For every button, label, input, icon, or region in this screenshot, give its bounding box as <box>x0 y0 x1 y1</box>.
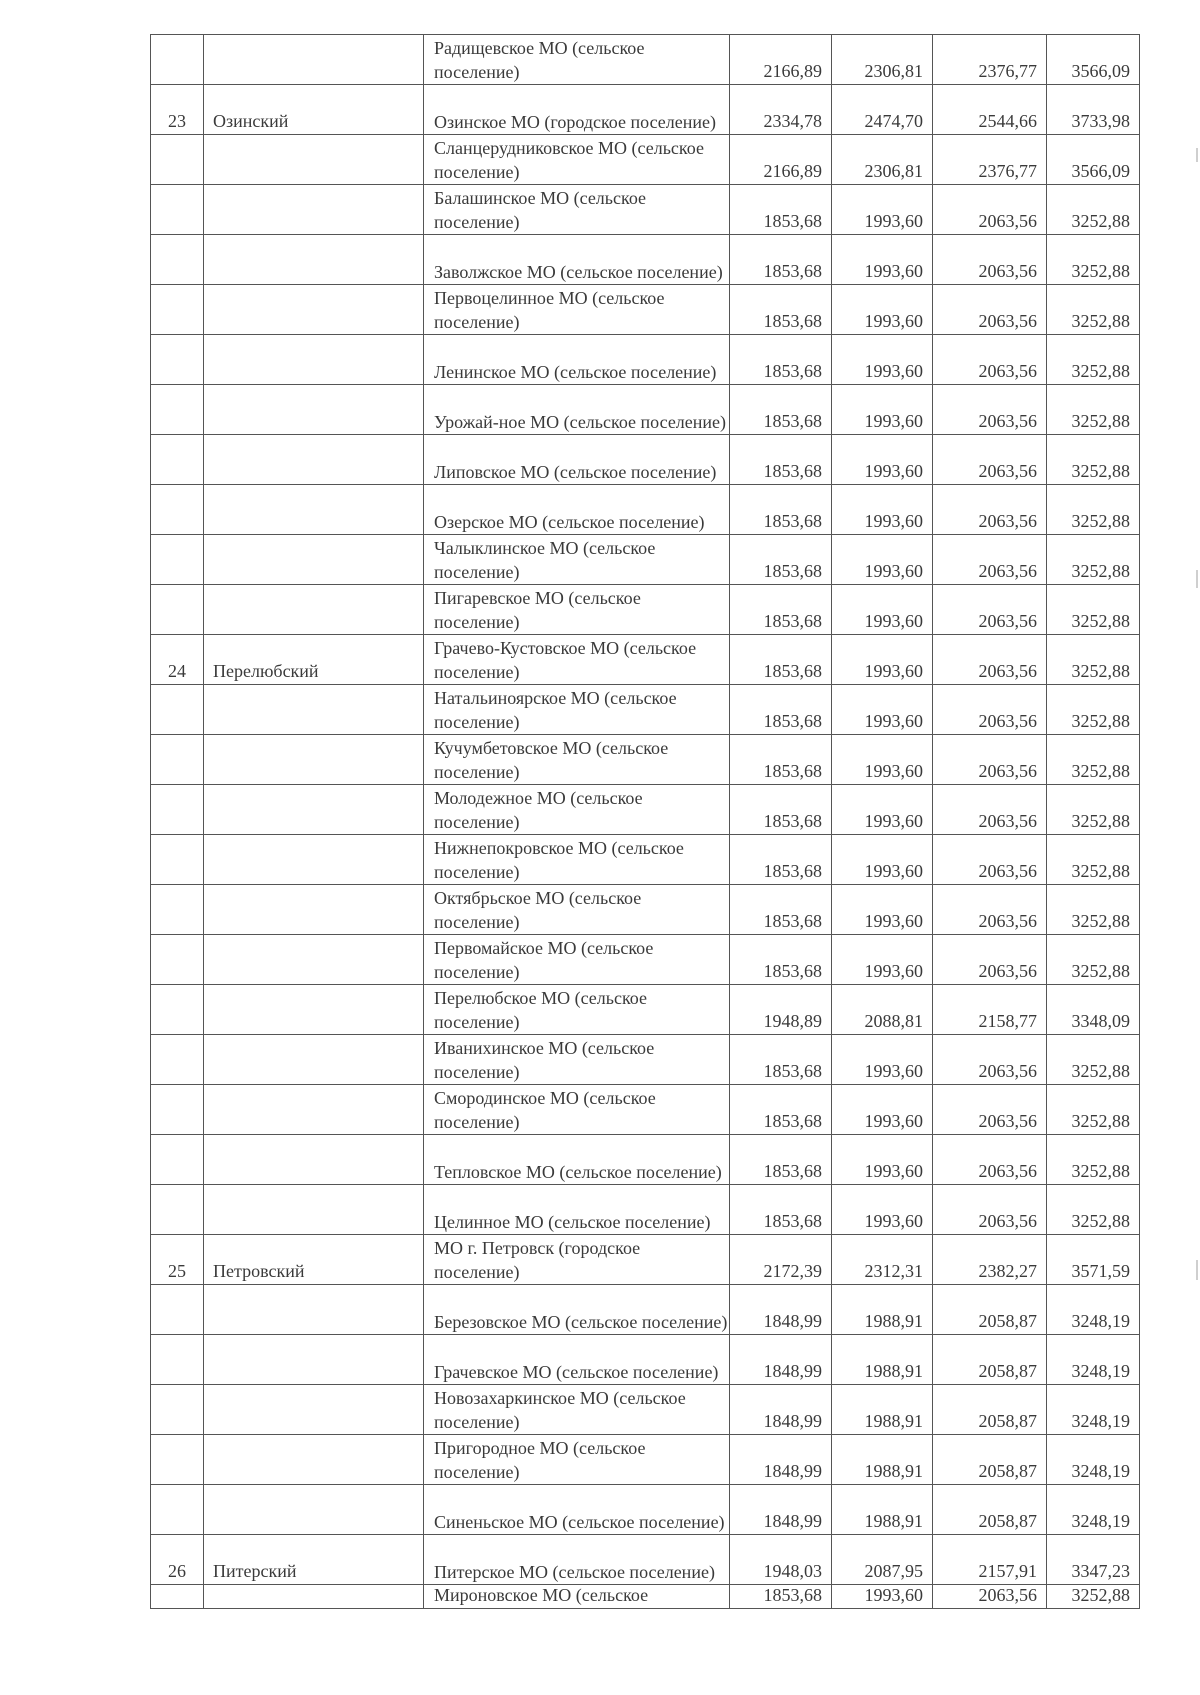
row-number <box>151 135 204 185</box>
tariff-value-2: 1993,60 <box>832 1585 933 1609</box>
tariff-value-1: 1853,68 <box>730 735 832 785</box>
table-row <box>151 35 1140 85</box>
tariff-value-3: 2058,87 <box>933 1485 1047 1535</box>
tariff-value-3: 2063,56 <box>933 1585 1047 1609</box>
tariff-value-1: 1848,99 <box>730 1285 832 1335</box>
district-name <box>204 335 424 385</box>
district-name <box>204 735 424 785</box>
row-number <box>151 535 204 585</box>
tariff-value-1: 1853,68 <box>730 1185 832 1235</box>
municipality-name: Октябрьское МО (сельское поселение) <box>424 885 730 935</box>
tariff-value-2: 2087,95 <box>832 1535 933 1585</box>
municipality-name: Питерское МО (сельское поселение) <box>424 1535 730 1585</box>
municipality-name: Грачевское МО (сельское поселение) <box>424 1335 730 1385</box>
table-body <box>151 35 1140 1609</box>
table-row <box>151 1585 1140 1609</box>
municipality-name: Чалыклинское МО (сельское поселение) <box>424 535 730 585</box>
tariff-value-4: 3252,88 <box>1047 685 1140 735</box>
tariff-value-4: 3252,88 <box>1047 1185 1140 1235</box>
table-row <box>151 685 1140 735</box>
municipality-name: Первоцелинное МО (сельское поселение) <box>424 285 730 335</box>
table-row <box>151 485 1140 535</box>
table-row <box>151 1035 1140 1085</box>
tariff-value-4: 3252,88 <box>1047 885 1140 935</box>
tariff-value-3: 2063,56 <box>933 385 1047 435</box>
table-row <box>151 1385 1140 1435</box>
tariff-value-2: 1993,60 <box>832 235 933 285</box>
district-name <box>204 935 424 985</box>
tariff-value-3: 2063,56 <box>933 935 1047 985</box>
tariff-value-2: 1993,60 <box>832 935 933 985</box>
tariff-table <box>150 34 1140 1609</box>
tariff-value-4: 3566,09 <box>1047 135 1140 185</box>
tariff-value-2: 1988,91 <box>832 1285 933 1335</box>
municipality-name: Балашинское МО (сельское поселение) <box>424 185 730 235</box>
row-number <box>151 35 204 85</box>
tariff-value-1: 2334,78 <box>730 85 832 135</box>
tariff-value-2: 1993,60 <box>832 485 933 535</box>
district-name <box>204 35 424 85</box>
row-number <box>151 385 204 435</box>
tariff-value-4: 3252,88 <box>1047 385 1140 435</box>
district-name <box>204 1335 424 1385</box>
tariff-value-1: 1853,68 <box>730 635 832 685</box>
tariff-value-3: 2063,56 <box>933 785 1047 835</box>
district-name <box>204 235 424 285</box>
district-name <box>204 185 424 235</box>
tariff-value-2: 2312,31 <box>832 1235 933 1285</box>
municipality-name: Тепловское МО (сельское поселение) <box>424 1135 730 1185</box>
table-row <box>151 1435 1140 1485</box>
tariff-value-1: 2172,39 <box>730 1235 832 1285</box>
tariff-value-3: 2063,56 <box>933 535 1047 585</box>
row-number <box>151 235 204 285</box>
municipality-name: Молодежное МО (сельское поселение) <box>424 785 730 835</box>
tariff-value-3: 2376,77 <box>933 35 1047 85</box>
tariff-value-1: 1853,68 <box>730 385 832 435</box>
tariff-value-4: 3252,88 <box>1047 785 1140 835</box>
row-number <box>151 785 204 835</box>
document-page <box>150 34 1139 1609</box>
row-number <box>151 435 204 485</box>
scan-speck <box>1196 1260 1198 1280</box>
tariff-value-4: 3252,88 <box>1047 185 1140 235</box>
tariff-value-2: 1993,60 <box>832 835 933 885</box>
tariff-value-4: 3252,88 <box>1047 635 1140 685</box>
district-name <box>204 785 424 835</box>
tariff-value-1: 2166,89 <box>730 135 832 185</box>
tariff-value-3: 2157,91 <box>933 1535 1047 1585</box>
district-name: Петровский <box>204 1235 424 1285</box>
table-row <box>151 785 1140 835</box>
tariff-value-4: 3252,88 <box>1047 335 1140 385</box>
table-row <box>151 1135 1140 1185</box>
table-row <box>151 235 1140 285</box>
tariff-value-4: 3252,88 <box>1047 1135 1140 1185</box>
district-name <box>204 135 424 185</box>
municipality-name: Нижнепокровское МО (сельское поселение) <box>424 835 730 885</box>
table-row <box>151 1185 1140 1235</box>
scan-speck <box>1196 148 1198 162</box>
municipality-name: Целинное МО (сельское поселение) <box>424 1185 730 1235</box>
district-name <box>204 385 424 435</box>
tariff-value-2: 1988,91 <box>832 1385 933 1435</box>
tariff-value-4: 3252,88 <box>1047 485 1140 535</box>
district-name: Перелюбский <box>204 635 424 685</box>
tariff-value-4: 3252,88 <box>1047 735 1140 785</box>
district-name <box>204 685 424 735</box>
district-name <box>204 485 424 535</box>
tariff-value-1: 1853,68 <box>730 1035 832 1085</box>
table-row <box>151 185 1140 235</box>
tariff-value-1: 1848,99 <box>730 1385 832 1435</box>
tariff-value-2: 1993,60 <box>832 635 933 685</box>
tariff-value-4: 3252,88 <box>1047 935 1140 985</box>
tariff-value-3: 2376,77 <box>933 135 1047 185</box>
district-name <box>204 985 424 1035</box>
tariff-value-2: 1993,60 <box>832 535 933 585</box>
tariff-value-1: 1853,68 <box>730 1585 832 1609</box>
tariff-value-4: 3248,19 <box>1047 1285 1140 1335</box>
municipality-name: Первомайское МО (сельское поселение) <box>424 935 730 985</box>
row-number <box>151 1185 204 1235</box>
district-name <box>204 1385 424 1435</box>
municipality-name: МО г. Петровск (городское поселение) <box>424 1235 730 1285</box>
district-name <box>204 535 424 585</box>
tariff-value-4: 3252,88 <box>1047 285 1140 335</box>
tariff-value-3: 2063,56 <box>933 1135 1047 1185</box>
tariff-value-2: 1993,60 <box>832 1135 933 1185</box>
district-name <box>204 285 424 335</box>
row-number <box>151 1335 204 1385</box>
row-number: 23 <box>151 85 204 135</box>
tariff-value-4: 3252,88 <box>1047 535 1140 585</box>
tariff-value-1: 1853,68 <box>730 185 832 235</box>
tariff-value-4: 3252,88 <box>1047 585 1140 635</box>
tariff-value-2: 2088,81 <box>832 985 933 1035</box>
tariff-value-4: 3248,19 <box>1047 1335 1140 1385</box>
tariff-value-4: 3252,88 <box>1047 435 1140 485</box>
tariff-value-3: 2063,56 <box>933 685 1047 735</box>
table-row <box>151 1085 1140 1135</box>
tariff-value-3: 2058,87 <box>933 1335 1047 1385</box>
tariff-value-2: 2474,70 <box>832 85 933 135</box>
tariff-value-2: 1993,60 <box>832 185 933 235</box>
row-number <box>151 585 204 635</box>
tariff-value-4: 3252,88 <box>1047 835 1140 885</box>
tariff-value-3: 2063,56 <box>933 1035 1047 1085</box>
tariff-value-2: 2306,81 <box>832 35 933 85</box>
row-number <box>151 735 204 785</box>
tariff-value-2: 2306,81 <box>832 135 933 185</box>
tariff-value-4: 3248,19 <box>1047 1385 1140 1435</box>
municipality-name: Озерское МО (сельское поселение) <box>424 485 730 535</box>
row-number <box>151 935 204 985</box>
tariff-value-2: 1993,60 <box>832 885 933 935</box>
tariff-value-1: 1853,68 <box>730 535 832 585</box>
tariff-value-1: 1853,68 <box>730 685 832 735</box>
tariff-value-2: 1993,60 <box>832 685 933 735</box>
tariff-value-3: 2063,56 <box>933 735 1047 785</box>
district-name <box>204 585 424 635</box>
tariff-value-1: 1848,99 <box>730 1485 832 1535</box>
municipality-name: Озинское МО (городское поселение) <box>424 85 730 135</box>
tariff-value-1: 1853,68 <box>730 235 832 285</box>
tariff-value-3: 2063,56 <box>933 485 1047 535</box>
tariff-value-4: 3733,98 <box>1047 85 1140 135</box>
district-name <box>204 1485 424 1535</box>
row-number <box>151 1085 204 1135</box>
tariff-value-3: 2058,87 <box>933 1285 1047 1335</box>
tariff-value-1: 1853,68 <box>730 935 832 985</box>
district-name <box>204 885 424 935</box>
municipality-name: Смородинское МО (сельское поселение) <box>424 1085 730 1135</box>
district-name <box>204 1135 424 1185</box>
row-number <box>151 485 204 535</box>
tariff-value-1: 1948,89 <box>730 985 832 1035</box>
scan-speck <box>1196 570 1198 588</box>
tariff-value-4: 3252,88 <box>1047 1085 1140 1135</box>
municipality-name: Радищевское МО (сельское поселение) <box>424 35 730 85</box>
table-row <box>151 1335 1140 1385</box>
municipality-name: Заволжское МО (сельское поселение) <box>424 235 730 285</box>
tariff-value-2: 1993,60 <box>832 285 933 335</box>
tariff-value-3: 2063,56 <box>933 235 1047 285</box>
tariff-value-4: 3248,19 <box>1047 1435 1140 1485</box>
tariff-value-2: 1993,60 <box>832 1085 933 1135</box>
tariff-value-2: 1988,91 <box>832 1485 933 1535</box>
district-name: Питерский <box>204 1535 424 1585</box>
tariff-value-3: 2158,77 <box>933 985 1047 1035</box>
district-name <box>204 1185 424 1235</box>
municipality-name: Пигаревское МО (сельское поселение) <box>424 585 730 635</box>
district-name <box>204 1085 424 1135</box>
row-number <box>151 685 204 735</box>
tariff-value-3: 2063,56 <box>933 1185 1047 1235</box>
tariff-value-3: 2063,56 <box>933 835 1047 885</box>
district-name <box>204 1035 424 1085</box>
tariff-value-1: 1853,68 <box>730 435 832 485</box>
tariff-value-4: 3248,19 <box>1047 1485 1140 1535</box>
table-row <box>151 885 1140 935</box>
table-row <box>151 335 1140 385</box>
tariff-value-1: 2166,89 <box>730 35 832 85</box>
tariff-value-2: 1988,91 <box>832 1335 933 1385</box>
tariff-value-1: 1848,99 <box>730 1335 832 1385</box>
tariff-value-1: 1853,68 <box>730 1135 832 1185</box>
tariff-value-4: 3252,88 <box>1047 1035 1140 1085</box>
tariff-value-3: 2063,56 <box>933 285 1047 335</box>
tariff-value-2: 1988,91 <box>832 1435 933 1485</box>
tariff-value-2: 1993,60 <box>832 385 933 435</box>
table-row <box>151 585 1140 635</box>
tariff-value-4: 3571,59 <box>1047 1235 1140 1285</box>
municipality-name: Ленинское МО (сельское поселение) <box>424 335 730 385</box>
tariff-value-1: 1848,99 <box>730 1435 832 1485</box>
tariff-value-4: 3252,88 <box>1047 235 1140 285</box>
row-number <box>151 885 204 935</box>
municipality-name: Натальиноярское МО (сельское поселение) <box>424 685 730 735</box>
municipality-name: Урожай-ное МО (сельское поселение) <box>424 385 730 435</box>
tariff-value-3: 2063,56 <box>933 635 1047 685</box>
table-row <box>151 985 1140 1035</box>
row-number <box>151 285 204 335</box>
table-row <box>151 635 1140 685</box>
tariff-value-4: 3566,09 <box>1047 35 1140 85</box>
tariff-value-1: 1853,68 <box>730 335 832 385</box>
row-number <box>151 1285 204 1335</box>
row-number <box>151 835 204 885</box>
district-name <box>204 1585 424 1609</box>
row-number <box>151 985 204 1035</box>
tariff-value-3: 2058,87 <box>933 1435 1047 1485</box>
district-name <box>204 835 424 885</box>
district-name <box>204 1285 424 1335</box>
table-row <box>151 1485 1140 1535</box>
row-number <box>151 1135 204 1185</box>
municipality-name: Пригородное МО (сельское поселение) <box>424 1435 730 1485</box>
tariff-value-4: 3347,23 <box>1047 1535 1140 1585</box>
table-row <box>151 835 1140 885</box>
row-number <box>151 1435 204 1485</box>
row-number <box>151 1385 204 1435</box>
tariff-value-1: 1853,68 <box>730 1085 832 1135</box>
table-row <box>151 1285 1140 1335</box>
tariff-value-3: 2063,56 <box>933 1085 1047 1135</box>
tariff-value-1: 1853,68 <box>730 585 832 635</box>
table-row <box>151 385 1140 435</box>
municipality-name: Новозахаркинское МО (сельское поселение) <box>424 1385 730 1435</box>
tariff-value-1: 1853,68 <box>730 485 832 535</box>
row-number <box>151 185 204 235</box>
table-row <box>151 285 1140 335</box>
tariff-value-2: 1993,60 <box>832 735 933 785</box>
municipality-name: Кучумбетовское МО (сельское поселение) <box>424 735 730 785</box>
district-name: Озинский <box>204 85 424 135</box>
tariff-value-3: 2382,27 <box>933 1235 1047 1285</box>
row-number <box>151 1035 204 1085</box>
row-number: 24 <box>151 635 204 685</box>
tariff-value-2: 1993,60 <box>832 435 933 485</box>
table-row <box>151 85 1140 135</box>
tariff-value-3: 2063,56 <box>933 435 1047 485</box>
municipality-name: Грачево-Кустовское МО (сельское поселение) <box>424 635 730 685</box>
tariff-value-3: 2063,56 <box>933 585 1047 635</box>
tariff-value-2: 1993,60 <box>832 1185 933 1235</box>
tariff-value-2: 1993,60 <box>832 1035 933 1085</box>
tariff-value-1: 1853,68 <box>730 885 832 935</box>
tariff-value-2: 1993,60 <box>832 585 933 635</box>
row-number <box>151 1485 204 1535</box>
district-name <box>204 435 424 485</box>
row-number <box>151 1585 204 1609</box>
tariff-value-2: 1993,60 <box>832 335 933 385</box>
row-number: 25 <box>151 1235 204 1285</box>
tariff-value-1: 1853,68 <box>730 835 832 885</box>
municipality-name: Липовское МО (сельское поселение) <box>424 435 730 485</box>
municipality-name: Иванихинское МО (сельское поселение) <box>424 1035 730 1085</box>
tariff-value-3: 2063,56 <box>933 185 1047 235</box>
municipality-name: Березовское МО (сельское поселение) <box>424 1285 730 1335</box>
row-number: 26 <box>151 1535 204 1585</box>
municipality-name: Перелюбское МО (сельское поселение) <box>424 985 730 1035</box>
tariff-value-1: 1853,68 <box>730 785 832 835</box>
tariff-value-1: 1853,68 <box>730 285 832 335</box>
table-row <box>151 1235 1140 1285</box>
table-row <box>151 1535 1140 1585</box>
table-row <box>151 535 1140 585</box>
municipality-name: Мироновское МО (сельское <box>424 1585 730 1609</box>
municipality-name: Сланцерудниковское МО (сельское поселение) <box>424 135 730 185</box>
table-row <box>151 735 1140 785</box>
table-row <box>151 435 1140 485</box>
tariff-value-4: 3252,88 <box>1047 1585 1140 1609</box>
tariff-value-1: 1948,03 <box>730 1535 832 1585</box>
tariff-value-3: 2063,56 <box>933 885 1047 935</box>
tariff-value-3: 2058,87 <box>933 1385 1047 1435</box>
district-name <box>204 1435 424 1485</box>
tariff-value-3: 2063,56 <box>933 335 1047 385</box>
table-row <box>151 935 1140 985</box>
tariff-value-2: 1993,60 <box>832 785 933 835</box>
tariff-value-4: 3348,09 <box>1047 985 1140 1035</box>
table-row <box>151 135 1140 185</box>
row-number <box>151 335 204 385</box>
tariff-value-3: 2544,66 <box>933 85 1047 135</box>
municipality-name: Синеньское МО (сельское поселение) <box>424 1485 730 1535</box>
